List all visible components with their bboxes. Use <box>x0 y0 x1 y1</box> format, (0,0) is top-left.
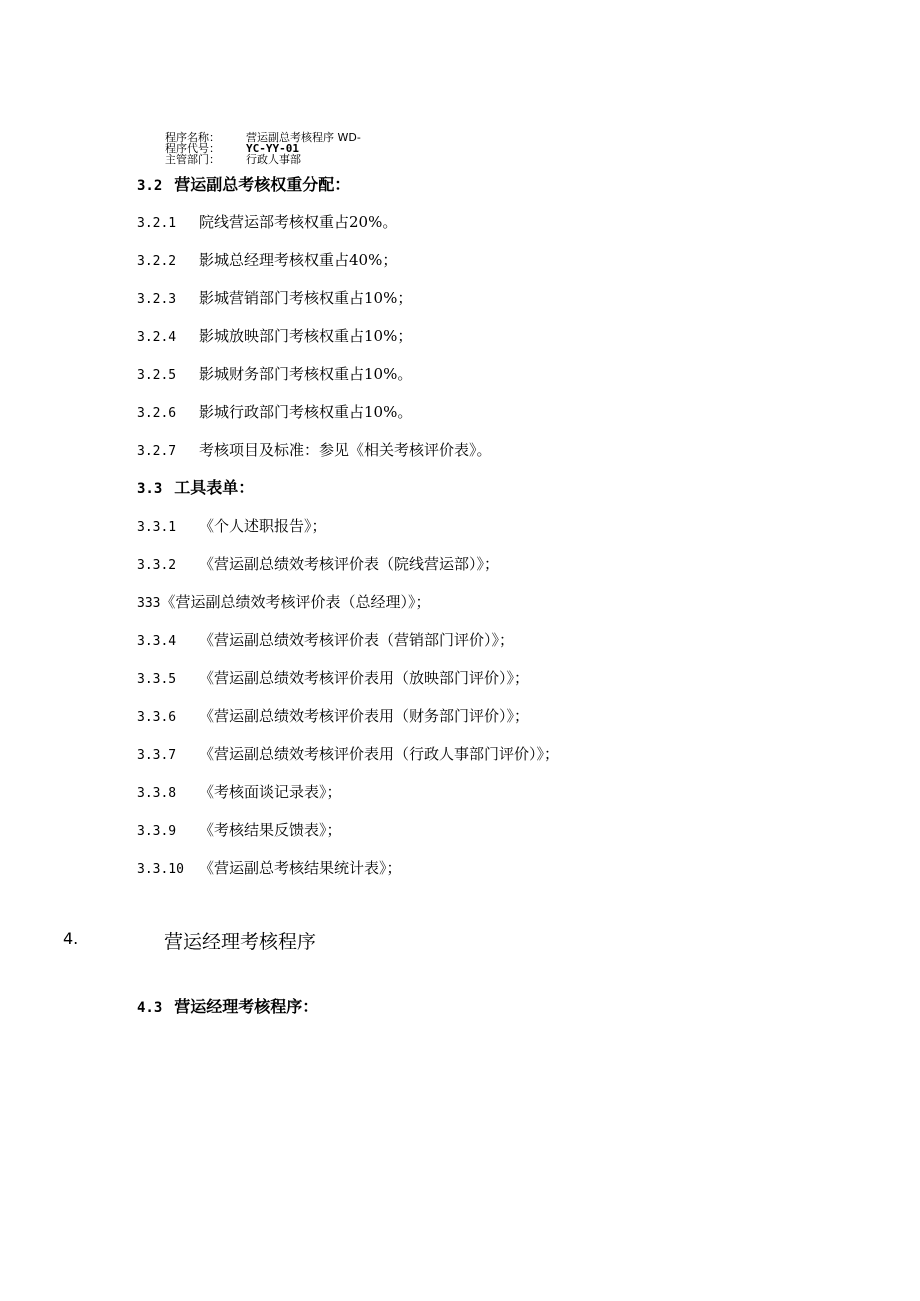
item-number: 3.2.7 <box>137 444 177 459</box>
list-item <box>137 745 559 765</box>
item-number: 3.3.4 <box>137 634 177 649</box>
section-3-3-heading <box>137 479 254 498</box>
item-text: 《考核结果反馈表》； <box>199 821 342 839</box>
section-3-2-heading <box>137 176 350 195</box>
list-item <box>137 327 412 347</box>
item-text: 考核项目及标准：参见《相关考核评价表》。 <box>199 441 492 459</box>
item-number: 3.2.5 <box>137 368 177 383</box>
department-value: 行政人事部 <box>246 153 301 166</box>
item-text: 《营运副总绩效考核评价表用（放映部门评价）》； <box>199 669 530 687</box>
list-item <box>137 707 529 727</box>
list-item <box>137 821 342 841</box>
list-item <box>137 213 397 233</box>
list-item <box>137 555 499 575</box>
item-text: 影城行政部门考核权重占10%。 <box>199 403 413 421</box>
item-number: 3.3.6 <box>137 710 177 725</box>
item-number: 3.2.1 <box>137 216 177 231</box>
list-item <box>137 783 342 803</box>
list-item <box>137 403 412 423</box>
item-number: 3.3.9 <box>137 824 177 839</box>
item-text: 《考核面谈记录表》； <box>199 783 342 801</box>
item-text: 影城总经理考核权重占40%； <box>199 251 398 269</box>
item-number: 3.2.3 <box>137 292 177 307</box>
item-text: 院线营运部考核权重占20%。 <box>199 213 398 231</box>
item-text: 《营运副总绩效考核评价表（总经理）》； <box>160 593 431 611</box>
list-item <box>137 365 412 385</box>
list-item <box>137 289 412 309</box>
item-number: 3.3.10 <box>137 862 184 877</box>
section-number: 3.3 <box>137 481 163 497</box>
list-item <box>137 669 529 689</box>
item-number: 333 <box>137 596 161 611</box>
chapter-number: 4. <box>63 929 79 948</box>
section-4-3-heading <box>137 998 318 1017</box>
section-number: 3.2 <box>137 178 163 194</box>
item-number: 3.3.2 <box>137 558 177 573</box>
list-item <box>137 859 402 879</box>
item-text: 《营运副总考核结果统计表》； <box>199 859 402 877</box>
section-title: 营运副总考核权重分配： <box>174 175 351 194</box>
section-number: 4.3 <box>137 1000 163 1016</box>
program-code-label: 程序代号： <box>165 142 220 155</box>
list-item <box>137 631 514 651</box>
item-number: 3.3.5 <box>137 672 177 687</box>
item-text: 《营运副总绩效考核评价表用（财务部门评价）》； <box>199 707 530 725</box>
item-number: 3.3.8 <box>137 786 177 801</box>
item-text: 《营运副总绩效考核评价表（院线营运部）》； <box>199 555 500 573</box>
item-number: 3.2.6 <box>137 406 177 421</box>
section-title: 营运经理考核程序： <box>174 997 319 1016</box>
item-text: 影城财务部门考核权重占10%。 <box>199 365 413 383</box>
item-text: 影城放映部门考核权重占10%； <box>199 327 413 345</box>
item-text: 影城营销部门考核权重占10%； <box>199 289 413 307</box>
item-text: 《个人述职报告》； <box>199 517 327 535</box>
item-number: 3.3.7 <box>137 748 177 763</box>
list-item <box>137 441 492 461</box>
item-number: 3.2.4 <box>137 330 177 345</box>
program-name-value: 营运副总考核程序 WD- <box>246 131 361 144</box>
item-number: 3.2.2 <box>137 254 177 269</box>
program-code-continuation: YC-YY-01 <box>246 142 299 155</box>
item-text: 《营运副总绩效考核评价表（营销部门评价）》； <box>199 631 515 649</box>
item-number: 3.3.1 <box>137 520 177 535</box>
list-item <box>137 517 327 537</box>
chapter-title: 营运经理考核程序 <box>164 931 317 953</box>
program-name-label: 程序名称： <box>165 131 220 144</box>
list-item <box>137 251 397 271</box>
list-item <box>137 593 431 613</box>
item-text: 《营运副总绩效考核评价表用（行政人事部门评价）》； <box>199 745 560 763</box>
section-title: 工具表单： <box>174 478 255 497</box>
department-label: 主管部门： <box>165 153 220 166</box>
